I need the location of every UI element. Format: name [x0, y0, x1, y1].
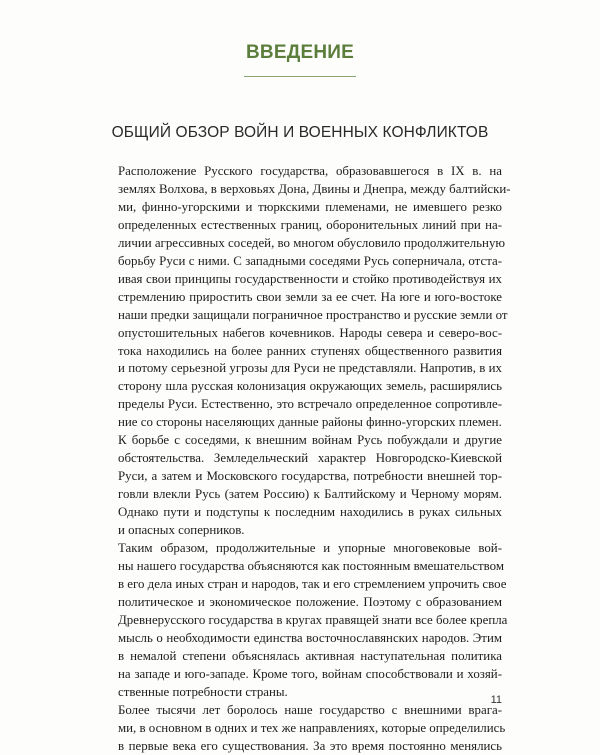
page-title: ВВЕДЕНИЕ [0, 42, 600, 64]
text-line: борьбу Руси с ними. С западными соседями Русь соперничала, отста- [97, 253, 502, 271]
text-line: пределы Руси. Естественно, это встречало определенное сопротивле- [97, 396, 502, 414]
text-line: обстоятельства. Земледельческий характер Новгородско-Киевской [97, 450, 502, 468]
text-line: ственные потребности страны. [97, 684, 502, 702]
paragraph [97, 163, 502, 432]
text-line: личии агрессивных соседей, во многом обусловило продолжительную [97, 235, 502, 253]
text-line: Расположение Русского государства, образовавшегося в IX в. на [97, 163, 502, 181]
text-line: Руси, а затем и Московского государства, потребности внешней тор- [97, 468, 502, 486]
text-line: политическое и экономическое положение. Поэтому с образованием [97, 594, 502, 612]
text-line: в его дела иных стран и народов, так и его стремлением упрочить свое [97, 576, 502, 594]
text-line: наши предки защищали пограничное пространство и русские земли от [97, 307, 502, 325]
text-line: и опасных соперников. [97, 522, 502, 540]
text-line: ми, финно-угорскими и тюркскими племенами, не имевшего резко [97, 199, 502, 217]
text-line: ние со стороны населяющих данные районы финно-угорских племен. [97, 414, 502, 432]
text-line: говли влекли Русь (затем Россию) к Балтийскому и Черному морям. [97, 486, 502, 504]
text-line: сторону шла русская колонизация окружающих земель, расширялись [97, 378, 502, 396]
paragraph [97, 432, 502, 540]
text-line: Более тысячи лет боролось наше государство с внешними врага- [97, 702, 502, 720]
text-line: Однако пути и подступы к последним находились в руках сильных [97, 504, 502, 522]
paragraph [97, 702, 502, 755]
text-line: в немалой степени объяснялась активная наступательная политика [97, 648, 502, 666]
text-line: ми, в основном в одних и тех же направлениях, которые определились [97, 720, 502, 738]
text-line: в первые века его существования. За это время постоянно менялись [97, 738, 502, 755]
text-line: определенных естественных границ, оборонительных линий при на- [97, 217, 502, 235]
text-line: Древнерусского государства в кругах правящей знати все более крепла [97, 612, 502, 630]
text-line: опустошительных набегов кочевников. Народы севера и северо-вос- [97, 325, 502, 343]
text-line: стремлению приростить свои земли за ее счет. На юге и юго-востоке [97, 289, 502, 307]
body-text [97, 163, 502, 755]
text-line: на западе и юго-западе. Кроме того, войнам способствовали и хозяй- [97, 666, 502, 684]
title-underline [244, 76, 356, 77]
text-line: землях Волхова, в верховьях Дона, Двины и Днепра, между балтийски- [97, 181, 502, 199]
text-line: Таким образом, продолжительные и упорные многовековые вой- [97, 540, 502, 558]
text-line: К борьбе с соседями, к внешним войнам Русь побуждали и другие [97, 432, 502, 450]
text-line: ны нашего государства объясняются как постоянным вмешательством [97, 558, 502, 576]
page-number: 11 [480, 694, 502, 706]
text-line: мысль о необходимости единства восточнославянских народов. Этим [97, 630, 502, 648]
text-line: и потому серьезной угрозы для Руси не представляли. Напротив, в их [97, 360, 502, 378]
text-line: тока находились на более ранних ступенях общественного развития [97, 343, 502, 361]
text-line: ивая свои принципы государственности и стойко противодействуя их [97, 271, 502, 289]
paragraph [97, 540, 502, 702]
section-heading: ОБЩИЙ ОБЗОР ВОЙН И ВОЕННЫХ КОНФЛИКТОВ [0, 124, 600, 142]
